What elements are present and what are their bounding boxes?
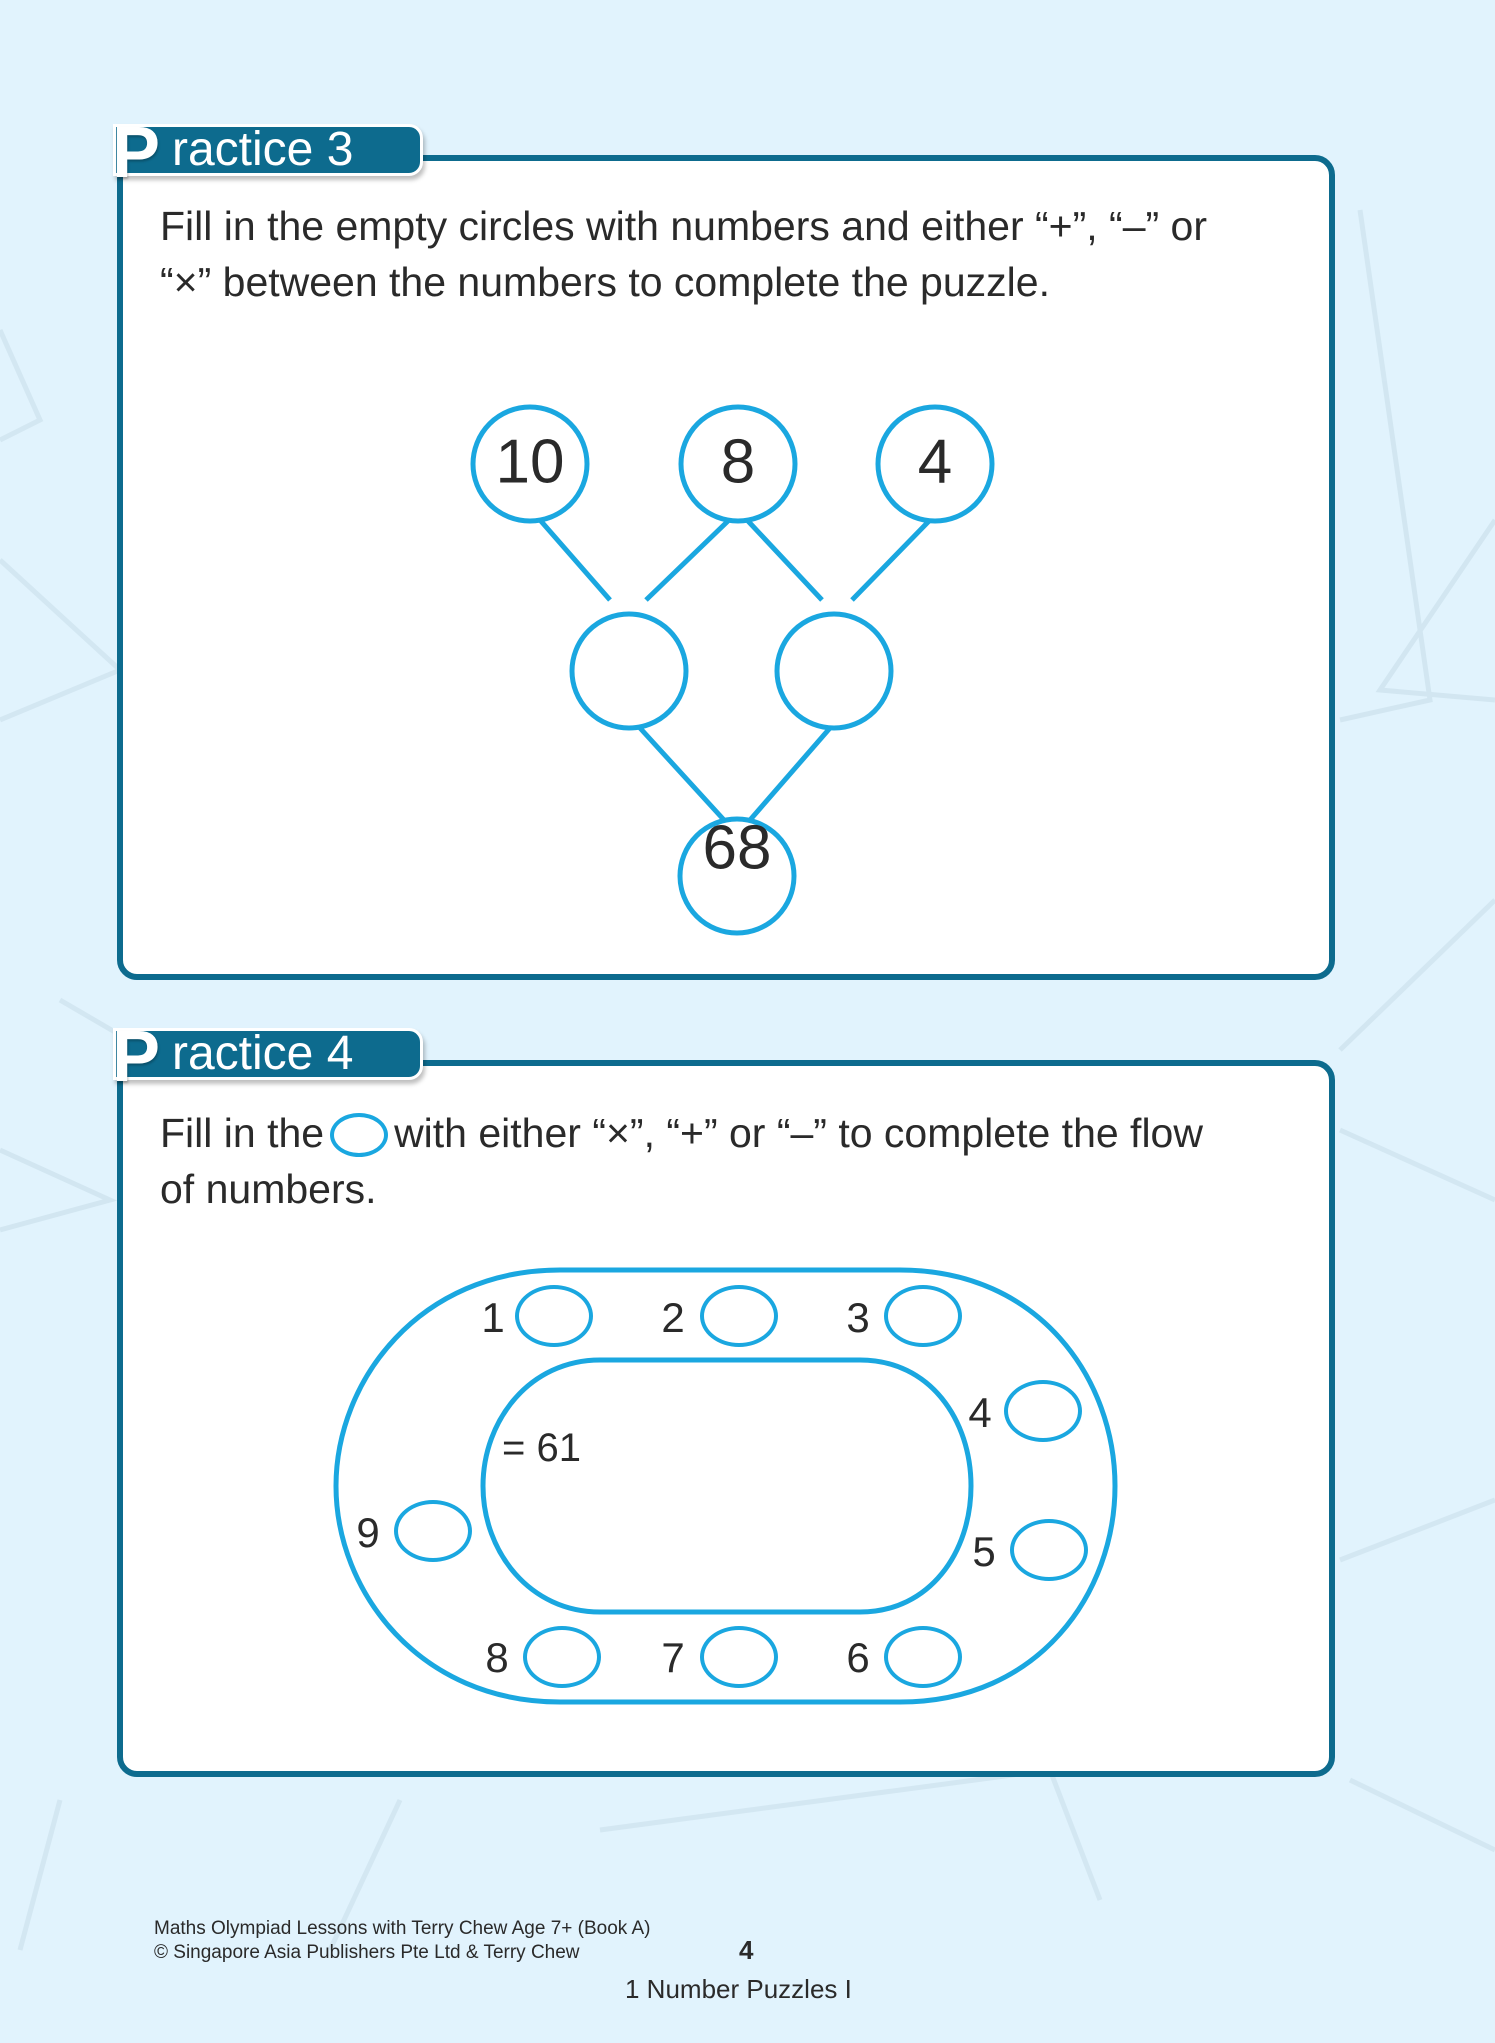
chapter-title: 1 Number Puzzles I bbox=[625, 1974, 852, 2004]
tab-title: ractice 4 bbox=[172, 1027, 354, 1080]
ring-number-9: 9 bbox=[356, 1509, 380, 1556]
tree-node-bottom: 68 bbox=[702, 813, 772, 883]
practice-4-tab bbox=[112, 1017, 423, 1097]
instruction-line-2: “×” between the numbers to complete the puzzle. bbox=[160, 259, 1050, 305]
tree-node-top-left: 10 bbox=[495, 427, 565, 497]
page-number: 4 bbox=[739, 1935, 754, 1965]
ring-number-1: 1 bbox=[481, 1294, 505, 1341]
operator-oval-8[interactable] bbox=[523, 1626, 601, 1688]
operator-oval-9[interactable] bbox=[394, 1500, 472, 1562]
practice-3-tab bbox=[112, 113, 423, 193]
instruction-text-before: Fill in the bbox=[160, 1110, 325, 1156]
ring-number-4: 4 bbox=[968, 1389, 992, 1436]
operator-oval-7[interactable] bbox=[700, 1626, 778, 1688]
operator-oval-1[interactable] bbox=[515, 1285, 593, 1347]
ring-number-5: 5 bbox=[972, 1528, 996, 1575]
ring-result: = 61 bbox=[502, 1426, 581, 1470]
operator-oval-6[interactable] bbox=[884, 1626, 962, 1688]
footer-copyright: © Singapore Asia Publishers Pte Ltd & Terry Chew bbox=[154, 1942, 580, 1963]
tab-title: ractice 3 bbox=[172, 123, 354, 176]
tab-initial-letter: P bbox=[112, 113, 161, 193]
operator-oval-5[interactable] bbox=[1010, 1519, 1088, 1581]
operator-oval-2[interactable] bbox=[700, 1285, 778, 1347]
ring-number-2: 2 bbox=[661, 1294, 685, 1341]
instruction-line-2: of numbers. bbox=[160, 1166, 377, 1212]
ring-number-7: 7 bbox=[661, 1634, 685, 1681]
instruction-line-1: Fill in the empty circles with numbers and either “+”, “–” or bbox=[160, 203, 1208, 249]
tree-node-top-middle: 8 bbox=[720, 427, 756, 497]
footer-book-title: Maths Olympiad Lessons with Terry Chew Age 7+ (Book A) bbox=[154, 1918, 651, 1939]
operator-oval-4[interactable] bbox=[1004, 1380, 1082, 1442]
ring-number-6: 6 bbox=[846, 1634, 870, 1681]
tab-initial-letter: P bbox=[112, 1017, 161, 1097]
instruction-text-after: with either “×”, “+” or “–” to complete the flow bbox=[394, 1110, 1203, 1156]
operator-oval-3[interactable] bbox=[884, 1285, 962, 1347]
ring-number-8: 8 bbox=[485, 1634, 509, 1681]
ring-number-3: 3 bbox=[846, 1294, 870, 1341]
tree-node-top-right: 4 bbox=[917, 427, 953, 497]
